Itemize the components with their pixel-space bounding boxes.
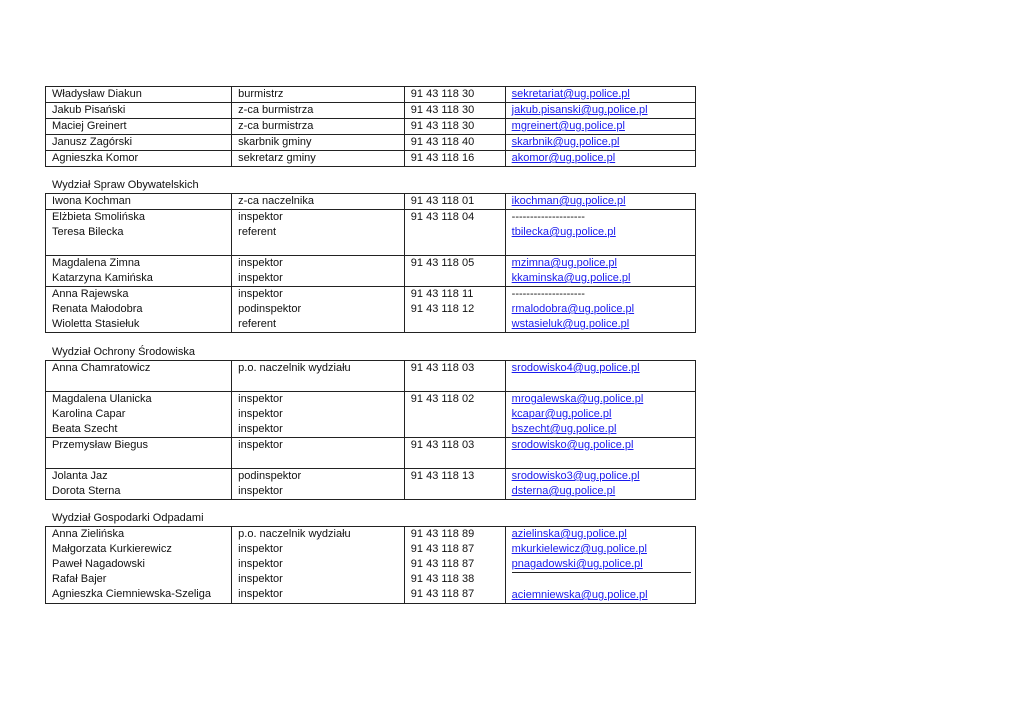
position-title: p.o. naczelnik wydziału	[238, 528, 351, 540]
email-link[interactable]: aciemniewska@ug.police.pl	[511, 589, 648, 601]
person-name: Anna Zielińska	[52, 528, 125, 540]
phone-number: 91 43 118 01	[410, 195, 475, 207]
email-link[interactable]: tbilecka@ug.police.pl	[511, 226, 616, 238]
table-row	[46, 527, 696, 604]
phone-number	[411, 240, 505, 255]
table-row	[46, 438, 696, 469]
person-name: Maciej Greinert	[52, 120, 127, 132]
person-name: Anna Rajewska	[52, 288, 129, 300]
phone-cell	[404, 469, 505, 500]
person-name: Rafał Bajer	[52, 573, 107, 585]
email-link[interactable]: wstasieluk@ug.police.pl	[511, 318, 630, 330]
phone-number: 91 43 118 05	[410, 257, 475, 269]
phone-cell	[404, 361, 505, 392]
position-title: inspektor	[238, 558, 283, 570]
table-row	[46, 256, 696, 287]
table-row	[46, 119, 696, 135]
role-cell	[232, 103, 405, 119]
position-title	[238, 376, 404, 391]
phone-cell	[404, 392, 505, 438]
email-link[interactable]: azielinska@ug.police.pl	[511, 528, 627, 540]
table-row	[46, 361, 696, 392]
phone-number	[411, 271, 505, 286]
name-cell	[46, 103, 232, 119]
person-name: Magdalena Zimna	[52, 257, 141, 269]
position-title: inspektor	[238, 439, 283, 451]
phone-cell	[404, 103, 505, 119]
name-cell	[46, 392, 232, 438]
phone-number: 91 43 118 87	[410, 558, 475, 570]
phone-number: 91 43 118 11	[410, 288, 474, 300]
phone-number	[411, 407, 505, 422]
position-title	[238, 240, 404, 255]
phone-cell	[404, 210, 505, 256]
email-cell	[505, 392, 695, 438]
phone-number: 91 43 118 87	[410, 588, 475, 600]
position-title: podinspektor	[238, 470, 302, 482]
position-title: inspektor	[238, 211, 283, 223]
email-cell	[505, 361, 695, 392]
person-name: Władysław Diakun	[52, 88, 142, 100]
staff-table-leadership	[45, 86, 695, 167]
phone-number: 91 43 118 03	[410, 439, 475, 451]
person-name: Dorota Sterna	[52, 485, 121, 497]
person-name: Beata Szecht	[52, 423, 118, 435]
role-cell	[232, 527, 405, 604]
email-link: --------------------	[511, 211, 585, 223]
table-body	[46, 527, 696, 604]
phone-number	[411, 225, 505, 240]
person-name: Agnieszka Komor	[52, 152, 139, 164]
email-cell	[505, 135, 695, 151]
email-link: --------------------	[511, 288, 585, 300]
person-name: Iwona Kochman	[52, 195, 131, 207]
name-cell	[46, 469, 232, 500]
email-link[interactable]: skarbnik@ug.police.pl	[511, 136, 620, 148]
role-cell	[232, 194, 405, 210]
phone-cell	[404, 135, 505, 151]
table-row	[46, 469, 696, 500]
person-name: Małgorzata Kurkierewicz	[52, 543, 172, 555]
email-cell	[505, 210, 695, 256]
role-cell	[232, 469, 405, 500]
email-link[interactable]: mrogalewska@ug.police.pl	[511, 393, 644, 405]
name-cell	[46, 361, 232, 392]
email-link[interactable]: rmalodobra@ug.police.pl	[511, 303, 635, 315]
email-link	[512, 376, 695, 391]
person-name	[52, 453, 231, 468]
role-cell	[232, 135, 405, 151]
email-link[interactable]: kcapar@ug.police.pl	[511, 408, 612, 420]
table-row	[46, 210, 696, 256]
email-cell	[505, 194, 695, 210]
phone-number: 91 43 118 38	[410, 573, 475, 585]
role-cell	[232, 438, 405, 469]
email-cell	[505, 527, 695, 604]
phone-number: 91 43 118 04	[410, 211, 475, 223]
phone-cell	[404, 438, 505, 469]
email-cell	[505, 119, 695, 135]
role-cell	[232, 361, 405, 392]
email-cell	[505, 151, 695, 167]
name-cell	[46, 194, 232, 210]
email-link[interactable]: srodowisko@ug.police.pl	[511, 439, 634, 451]
phone-cell	[404, 256, 505, 287]
table-body	[46, 361, 696, 500]
person-name	[52, 376, 231, 391]
phone-number: 91 43 118 40	[410, 136, 475, 148]
position-title: skarbnik gminy	[238, 136, 312, 148]
position-title: inspektor	[238, 423, 283, 435]
role-cell	[232, 287, 405, 333]
phone-number: 91 43 118 13	[410, 470, 475, 482]
email-link[interactable]: srodowisko4@ug.police.pl	[511, 362, 640, 374]
position-title: inspektor	[238, 543, 283, 555]
person-name: Elżbieta Smolińska	[52, 211, 145, 223]
email-cell	[505, 103, 695, 119]
person-name: Jakub Pisański	[52, 104, 126, 116]
position-title: inspektor	[238, 485, 283, 497]
name-cell	[46, 438, 232, 469]
name-cell	[46, 119, 232, 135]
phone-number	[411, 317, 505, 332]
name-cell	[46, 135, 232, 151]
position-title: sekretarz gminy	[238, 152, 316, 164]
person-name: Karolina Capar	[52, 408, 126, 420]
person-name: Przemysław Biegus	[52, 439, 148, 451]
phone-number	[411, 484, 505, 499]
position-title: inspektor	[238, 257, 283, 269]
person-name	[52, 240, 231, 255]
email-link[interactable]: mzimna@ug.police.pl	[511, 257, 617, 269]
section-heading: Wydział Ochrony Środowiska	[52, 346, 195, 358]
staff-table-civic	[45, 193, 695, 333]
table-row	[46, 392, 696, 438]
role-cell	[232, 151, 405, 167]
email-link[interactable]: sekretariat@ug.police.pl	[511, 88, 630, 100]
phone-cell	[404, 87, 505, 103]
email-cell	[505, 87, 695, 103]
name-cell	[46, 87, 232, 103]
email-link[interactable]: akomor@ug.police.pl	[511, 152, 616, 164]
email-cell	[505, 287, 695, 333]
table-row	[46, 103, 696, 119]
phone-number: 91 43 118 87	[410, 543, 475, 555]
email-link[interactable]: srodowisko3@ug.police.pl	[511, 470, 640, 482]
position-title: referent	[238, 318, 277, 330]
email-cell	[505, 256, 695, 287]
contact-table	[45, 193, 696, 333]
contact-table	[45, 526, 696, 604]
email-cell	[505, 469, 695, 500]
email-link[interactable]: ikochman@ug.police.pl	[511, 195, 626, 207]
contact-table	[45, 86, 696, 167]
person-name: Jolanta Jaz	[52, 470, 108, 482]
table-row	[46, 194, 696, 210]
email-cell	[505, 438, 695, 469]
email-link[interactable]: mkurkielewicz@ug.police.pl	[511, 543, 647, 555]
phone-number: 91 43 118 30	[410, 120, 475, 132]
phone-number: 91 43 118 02	[410, 393, 475, 405]
position-title: z-ca burmistrza	[238, 104, 314, 116]
email-link[interactable]: bszecht@ug.police.pl	[511, 423, 617, 435]
name-cell	[46, 210, 232, 256]
position-title: z-ca naczelnika	[238, 195, 314, 207]
phone-number: 91 43 118 89	[410, 528, 475, 540]
person-name: Renata Małodobra	[52, 303, 143, 315]
phone-cell	[404, 287, 505, 333]
person-name: Katarzyna Kamińska	[52, 272, 153, 284]
phone-cell	[404, 527, 505, 604]
position-title: inspektor	[238, 408, 283, 420]
name-cell	[46, 527, 232, 604]
email-link	[512, 453, 695, 468]
name-cell	[46, 256, 232, 287]
section-heading: Wydział Spraw Obywatelskich	[52, 179, 199, 191]
position-title: inspektor	[238, 573, 283, 585]
position-title: inspektor	[238, 288, 283, 300]
phone-number: 91 43 118 30	[410, 88, 475, 100]
phone-number: 91 43 118 30	[410, 104, 475, 116]
position-title: inspektor	[238, 393, 283, 405]
position-title	[238, 453, 404, 468]
person-name: Janusz Zagórski	[52, 136, 133, 148]
email-link[interactable]: jakub.pisanski@ug.police.pl	[511, 104, 648, 116]
person-name: Teresa Bilecka	[52, 226, 124, 238]
position-title: inspektor	[238, 272, 283, 284]
name-cell	[46, 287, 232, 333]
contact-table	[45, 360, 696, 500]
phone-cell	[404, 194, 505, 210]
table-row	[46, 87, 696, 103]
position-title: z-ca burmistrza	[238, 120, 314, 132]
phone-cell	[404, 151, 505, 167]
role-cell	[232, 87, 405, 103]
position-title: podinspektor	[238, 303, 302, 315]
table-row	[46, 151, 696, 167]
person-name: Magdalena Ulanicka	[52, 393, 152, 405]
person-name: Anna Chamratowicz	[52, 362, 151, 374]
role-cell	[232, 256, 405, 287]
email-link[interactable]: dsterna@ug.police.pl	[511, 485, 616, 497]
email-link[interactable]: pnagadowski@ug.police.pl	[512, 557, 691, 573]
phone-number: 91 43 118 12	[410, 303, 475, 315]
phone-number: 91 43 118 16	[410, 152, 475, 164]
position-title: referent	[238, 226, 277, 238]
table-row	[46, 135, 696, 151]
role-cell	[232, 392, 405, 438]
person-name: Wioletta Stasiełuk	[52, 318, 140, 330]
phone-number: 91 43 118 03	[410, 362, 475, 374]
staff-table-waste	[45, 526, 695, 604]
role-cell	[232, 210, 405, 256]
table-body	[46, 194, 696, 333]
position-title: inspektor	[238, 588, 283, 600]
role-cell	[232, 119, 405, 135]
position-title: p.o. naczelnik wydziału	[238, 362, 351, 374]
phone-number	[411, 422, 505, 437]
table-body	[46, 87, 696, 167]
email-link	[512, 573, 695, 588]
person-name: Paweł Nagadowski	[52, 558, 145, 570]
section-heading: Wydział Gospodarki Odpadami	[52, 512, 204, 524]
table-row	[46, 287, 696, 333]
phone-number	[411, 376, 505, 391]
staff-table-environment	[45, 360, 695, 500]
position-title: burmistrz	[238, 88, 284, 100]
name-cell	[46, 151, 232, 167]
phone-cell	[404, 119, 505, 135]
email-link[interactable]: kkaminska@ug.police.pl	[511, 272, 631, 284]
person-name: Agnieszka Ciemniewska-Szeliga	[52, 588, 211, 600]
email-link[interactable]: mgreinert@ug.police.pl	[511, 120, 625, 132]
email-link	[512, 240, 695, 255]
phone-number	[411, 453, 505, 468]
